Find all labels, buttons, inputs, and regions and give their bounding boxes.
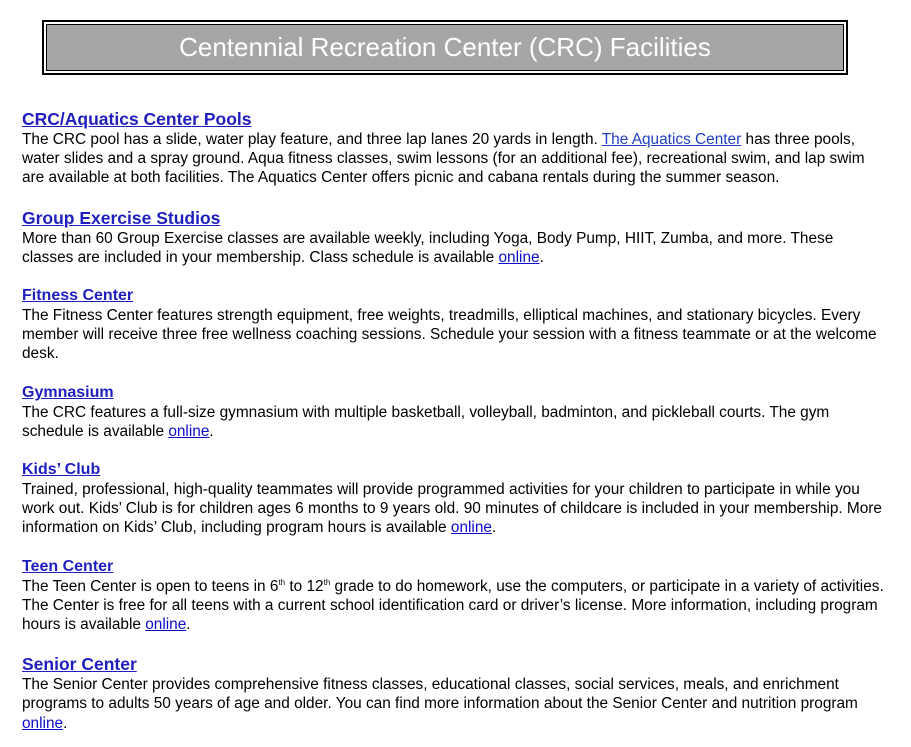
teen-center-heading-link[interactable]: Teen Center [22, 557, 114, 575]
group-exercise-heading-link[interactable]: Group Exercise Studios [22, 207, 221, 228]
pools-heading-link[interactable]: CRC/Aquatics Center Pools [22, 109, 252, 129]
kids-club-online-link[interactable]: online [450, 519, 492, 537]
section-teen-center [22, 557, 884, 635]
teen-center-online-link[interactable]: online [145, 616, 187, 634]
facilities-list [22, 108, 884, 733]
page-title: Centennial Recreation Center (CRC) Facilities [46, 24, 844, 71]
section-pools [22, 108, 884, 188]
gymnasium-description: The CRC features a full-size gymnasium with multiple basketball, volleyball, badminton, and pickleball courts. The gym schedule is available online. [22, 403, 830, 440]
teen-center-description: The Teen Center is open to teens in 6th to 12th grade to do homework, use the computers, or participate in a variety of activities. The Center is free for all teens with a current school identification card or driver’s license. More information, including program hours is available online. [22, 577, 884, 634]
section-fitness [22, 286, 884, 364]
section-senior-center [22, 653, 884, 733]
senior-center-heading-link[interactable]: Senior Center [22, 654, 137, 675]
section-gymnasium [22, 383, 884, 441]
aquatics-center-link[interactable]: The Aquatics Center [601, 131, 742, 148]
title-banner [42, 20, 848, 75]
fitness-description: The Fitness Center features strength equipment, free weights, treadmills, elliptical machines, and stationary bicycles. Every member will receive three free wellness coaching sessions. Schedule your session with a fitness teammate or at the welcome desk. [22, 307, 877, 363]
kids-club-heading-link[interactable]: Kids’ Club [22, 461, 101, 479]
pools-description: The CRC pool has a slide, water play feature, and three lap lanes 20 yards in length. The Aquatics Center has three pools, water slides and a spray ground. Aqua fitness classes, swim lessons (for an additional fee), recreational swim, and lap swim are available at both facilities. The Aquatics Center offers picnic and cabana rentals during the summer season. [22, 131, 865, 187]
senior-center-description: The Senior Center provides comprehensive fitness classes, educational classes, social services, meals, and enrichment programs to adults 50 years of age and older. You can find more information about the Senior Center and nutrition program online. [22, 676, 858, 732]
section-kids-club [22, 460, 884, 538]
fitness-heading-link[interactable]: Fitness Center [22, 287, 134, 305]
section-group-exercise [22, 207, 884, 267]
group-exercise-online-link[interactable]: online [498, 248, 540, 266]
gymnasium-online-link[interactable]: online [168, 422, 210, 440]
kids-club-description: Trained, professional, high-quality teammates will provide programmed activities for your children to participate in while you work out. Kids’ Club is for children ages 6 months to 9 years old. 90 minutes of childcare is included in your membership. More information on Kids’ Club, including program hours is available online. [22, 481, 882, 537]
senior-center-online-link[interactable]: online [22, 714, 64, 732]
group-exercise-description: More than 60 Group Exercise classes are available weekly, including Yoga, Body Pump, HIIT, Zumba, and more. These classes are included in your membership. Class schedule is available online. [22, 229, 834, 266]
gymnasium-heading-link[interactable]: Gymnasium [22, 383, 114, 401]
